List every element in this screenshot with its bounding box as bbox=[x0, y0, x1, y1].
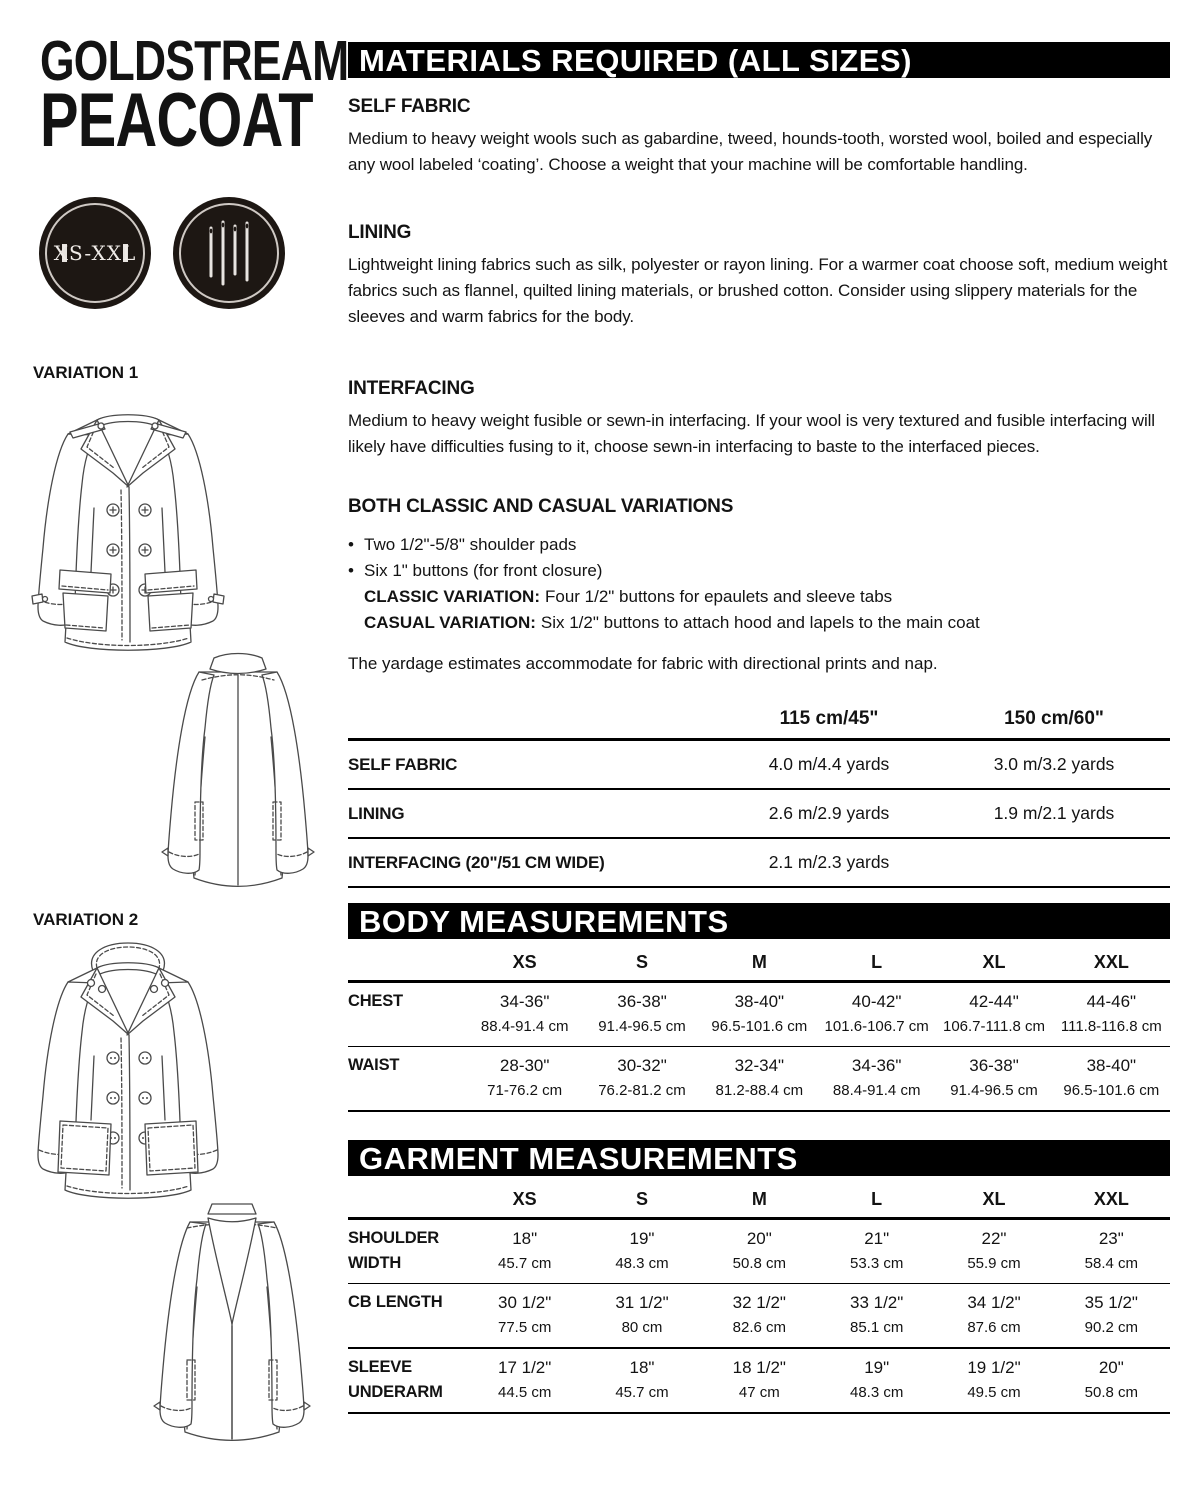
garment-measurements-section bbox=[348, 1140, 1170, 1414]
spacer bbox=[348, 1189, 466, 1210]
column-header: 150 cm/60" bbox=[1004, 708, 1104, 729]
body-measurements-section bbox=[348, 903, 1170, 1112]
body-measurements-header-bar: BODY MEASUREMENTS bbox=[348, 903, 1170, 939]
brand-title bbox=[40, 29, 349, 163]
brand-title-line1: GOLDSTREAM bbox=[40, 29, 349, 93]
size-range-badge bbox=[38, 196, 152, 310]
table-row: WAIST 28-30" 71-76.2 cm 30-32" 76.2-81.2 cm 32-34" 81.2-88.4 cm 34-36" 88.4-91.4 cm 36-38" 91.4-96.5 cm 38-40" 96.5-101.6 cm bbox=[348, 1047, 1170, 1112]
table-row: SELF FABRIC 4.0 m/4.4 yards 3.0 m/3.2 yards bbox=[348, 741, 1170, 790]
self-fabric-heading: SELF FABRIC bbox=[348, 96, 471, 117]
coat-back-classic-illustration bbox=[138, 642, 338, 894]
variation2-label: VARIATION 2 bbox=[33, 910, 139, 929]
yardage-table bbox=[348, 690, 1170, 888]
table-row: SHOULDER WIDTH 18" 45.7 cm 19" 48.3 cm 20" 50.8 cm 21" 53.3 cm 22" 55.9 cm 23" 58.4 cm bbox=[348, 1220, 1170, 1284]
notions-list bbox=[348, 532, 1170, 636]
brand-title-line2: PEACOAT bbox=[40, 78, 313, 163]
coat-front-classic-illustration bbox=[18, 390, 238, 662]
table-row: SLEEVE UNDERARM 17 1/2" 44.5 cm 18" 45.7 cm 18 1/2" 47 cm 19" 48.3 cm 19 1/2" 49.5 cm 20" 50.8 cm bbox=[348, 1349, 1170, 1414]
table-row: LINING 2.6 m/2.9 yards 1.9 m/2.1 yards bbox=[348, 790, 1170, 839]
bullet-icon: • bbox=[348, 561, 354, 580]
list-item: • Six 1" buttons (for front closure) bbox=[348, 558, 1170, 584]
needles-badge bbox=[172, 196, 286, 310]
lining-text: Lightweight lining fabrics such as silk, polyester or rayon lining. For a warmer coat choose soft, medium weight fabrics such as flannel, quilted lining materials, or brushed cotton. Consider using slippery materials for the sleeves and warm fabrics for the body. bbox=[348, 255, 1168, 326]
size-header-row: XS S M L XL XXL bbox=[348, 1176, 1170, 1220]
table-row: CB LENGTH 30 1/2" 77.5 cm 31 1/2" 80 cm 32 1/2" 82.6 cm 33 1/2" 85.1 cm 34 1/2" 87.6 cm 35 1/2" 90.2 cm bbox=[348, 1284, 1170, 1349]
garment-measurements-header-bar: GARMENT MEASUREMENTS bbox=[348, 1140, 1170, 1176]
variation1-label: VARIATION 1 bbox=[33, 363, 139, 382]
size-range-text: XS-XXL bbox=[53, 241, 137, 265]
casual-variation-note: CASUAL VARIATION: Six 1/2" buttons to attach hood and lapels to the main coat bbox=[364, 613, 980, 632]
coat-front-casual-illustration bbox=[18, 938, 238, 1210]
column-header: 115 cm/45" bbox=[779, 708, 879, 729]
materials-header-bar: MATERIALS REQUIRED (ALL SIZES) bbox=[348, 42, 1170, 78]
spacer bbox=[348, 708, 720, 730]
variations-heading: BOTH CLASSIC AND CASUAL VARIATIONS bbox=[348, 496, 734, 517]
needles-icon bbox=[172, 196, 286, 310]
table-row: CHEST 34-36" 88.4-91.4 cm 36-38" 91.4-96.5 cm 38-40" 96.5-101.6 cm 40-42" 101.6-106.7 cm 42-44" 106.7-111.8 cm 44-46" 111.8-116.8 cm bbox=[348, 983, 1170, 1047]
classic-variation-note: CLASSIC VARIATION: Four 1/2" buttons for epaulets and sleeve tabs bbox=[364, 587, 893, 606]
interfacing-heading: INTERFACING bbox=[348, 378, 475, 399]
table-row: INTERFACING (20"/51 CM WIDE) 2.1 m/2.3 yards bbox=[348, 839, 1170, 888]
coat-back-casual-illustration bbox=[132, 1192, 332, 1457]
materials-section bbox=[348, 42, 1170, 888]
lining-heading: LINING bbox=[348, 222, 412, 243]
bullet-icon: • bbox=[348, 535, 354, 554]
size-header-row: XS S M L XL XXL bbox=[348, 939, 1170, 983]
interfacing-text: Medium to heavy weight fusible or sewn-in interfacing. If your wool is very textured and fusible interfacing will likely have difficulties fusing to it, choose sewn-in interfacing to baste to the interfaced pieces. bbox=[348, 411, 1155, 456]
list-item: • Two 1/2"-5/8" shoulder pads bbox=[348, 532, 1170, 558]
yardage-note: The yardage estimates accommodate for fabric with directional prints and nap. bbox=[348, 654, 938, 673]
spacer bbox=[348, 952, 466, 973]
self-fabric-text: Medium to heavy weight wools such as gabardine, tweed, hounds-tooth, worsted wool, boiled and especially any wool labeled ‘coating’. Choose a weight that your machine will be comfortable handling. bbox=[348, 129, 1153, 174]
pattern-badges bbox=[38, 196, 286, 310]
yardage-header-row bbox=[348, 690, 1170, 741]
